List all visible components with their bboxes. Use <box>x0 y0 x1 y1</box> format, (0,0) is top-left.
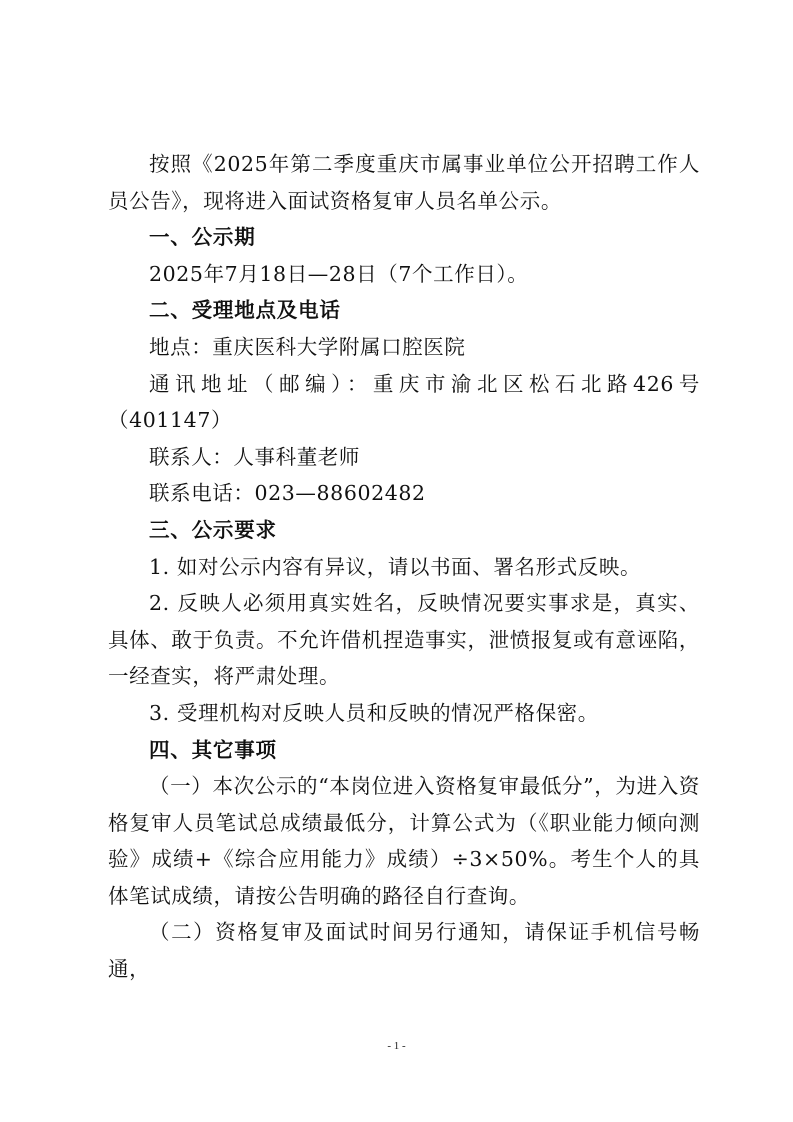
contact-phone-text: 联系电话：023—88602482 <box>149 481 426 506</box>
section-heading-requirements: 三、公示要求 <box>149 517 277 542</box>
section-heading-announcement-period: 一、公示期 <box>149 225 256 250</box>
location-text: 地点：重庆医科大学附属口腔医院 <box>149 334 466 359</box>
other-matter-item: （二）资格复审及面试时间另行通知，请保证手机信号畅通， <box>108 920 700 982</box>
announcement-period-text: 2025年7月18日—28日（7个工作日）。 <box>149 261 529 286</box>
other-matter-item: （一）本次公示的“本岗位进入资格复审最低分”，为进入资格复审人员笔试总成绩最低分，计算公式为（《职业能力倾向测验》成绩+《综合应用能力》成绩）÷3×50%。考生个人的具体笔试成绩，请按公告明确的路径自行查询。 <box>108 774 700 908</box>
section-heading-location-phone: 二、受理地点及电话 <box>149 298 341 323</box>
page-number: - 1 - <box>387 1040 406 1052</box>
intro-paragraph: 按照《2025年第二季度重庆市属事业单位公开招聘工作人员公告》，现将进入面试资格复审人员名单公示。 <box>108 152 700 213</box>
section-heading-other-matters: 四、其它事项 <box>149 737 277 762</box>
mailing-address-text: 通讯地址（邮编）：重庆市渝北区松石北路426号（401147） <box>108 371 700 433</box>
requirement-item: 2. 反映人必须用真实姓名，反映情况要实事求是，真实、具体、敢于负责。不允许借机捏造事实，泄愤报复或有意诬陷，一经查实，将严肃处理。 <box>108 591 700 689</box>
requirement-item: 1. 如对公示内容有异议，请以书面、署名形式反映。 <box>149 554 642 579</box>
document-body <box>108 146 700 988</box>
requirement-item: 3. 受理机构对反映人员和反映的情况严格保密。 <box>149 700 599 725</box>
contact-person-text: 联系人：人事科董老师 <box>149 444 360 469</box>
